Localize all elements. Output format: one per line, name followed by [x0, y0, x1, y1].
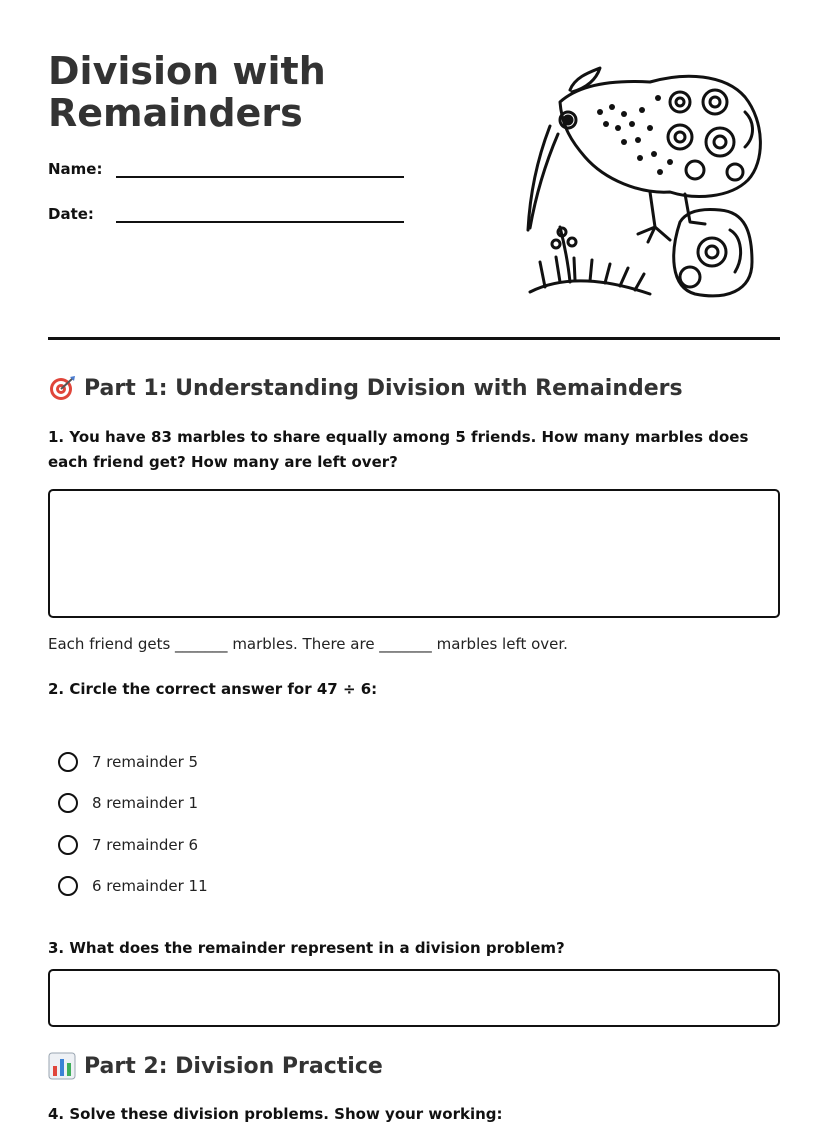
- kiwi-bird-illustration: [520, 62, 770, 302]
- part2-heading: [48, 1052, 383, 1080]
- name-label: Name:: [48, 160, 103, 178]
- target-icon: [48, 374, 76, 402]
- question-2-options: [58, 741, 208, 907]
- question-3: 3. What does the remainder represent in a division problem?: [48, 939, 565, 957]
- option-label: 7 remainder 5: [92, 752, 199, 771]
- option-label: 6 remainder 11: [92, 877, 208, 896]
- answer-option[interactable]: [58, 741, 208, 783]
- question-1: 1. You have 83 marbles to share equally among 5 friends. How many marbles does each friend get? How many are left over?: [48, 428, 749, 471]
- radio-circle-icon[interactable]: [58, 793, 78, 813]
- name-field-row: [48, 160, 404, 178]
- question-4: 4. Solve these division problems. Show your working:: [48, 1105, 503, 1123]
- option-label: 7 remainder 6: [92, 835, 199, 854]
- date-label: Date:: [48, 205, 94, 223]
- answer-option[interactable]: [58, 824, 208, 866]
- part1-heading: [48, 374, 683, 402]
- option-label: 8 remainder 1: [92, 794, 199, 813]
- radio-circle-icon[interactable]: [58, 835, 78, 855]
- question-1-answer-box[interactable]: [48, 489, 780, 618]
- answer-option[interactable]: [58, 783, 208, 825]
- question-3-answer-box[interactable]: [48, 969, 780, 1027]
- radio-circle-icon[interactable]: [58, 876, 78, 896]
- question-1-fill-sentence: Each friend gets _______ marbles. There are _______ marbles left over.: [48, 635, 568, 653]
- part2-title: Part 2: Division Practice: [84, 1053, 383, 1079]
- name-input-line[interactable]: [116, 162, 404, 178]
- worksheet-title: Division with Remainders: [48, 49, 326, 135]
- part1-title: Part 1: Understanding Division with Remainders: [84, 375, 683, 401]
- radio-circle-icon[interactable]: [58, 752, 78, 772]
- header-divider: [48, 337, 780, 340]
- bar-chart-icon: [48, 1052, 76, 1080]
- date-input-line[interactable]: [116, 207, 404, 223]
- answer-option[interactable]: [58, 866, 208, 908]
- question-2: 2. Circle the correct answer for 47 ÷ 6:: [48, 680, 378, 698]
- date-field-row: [48, 205, 404, 223]
